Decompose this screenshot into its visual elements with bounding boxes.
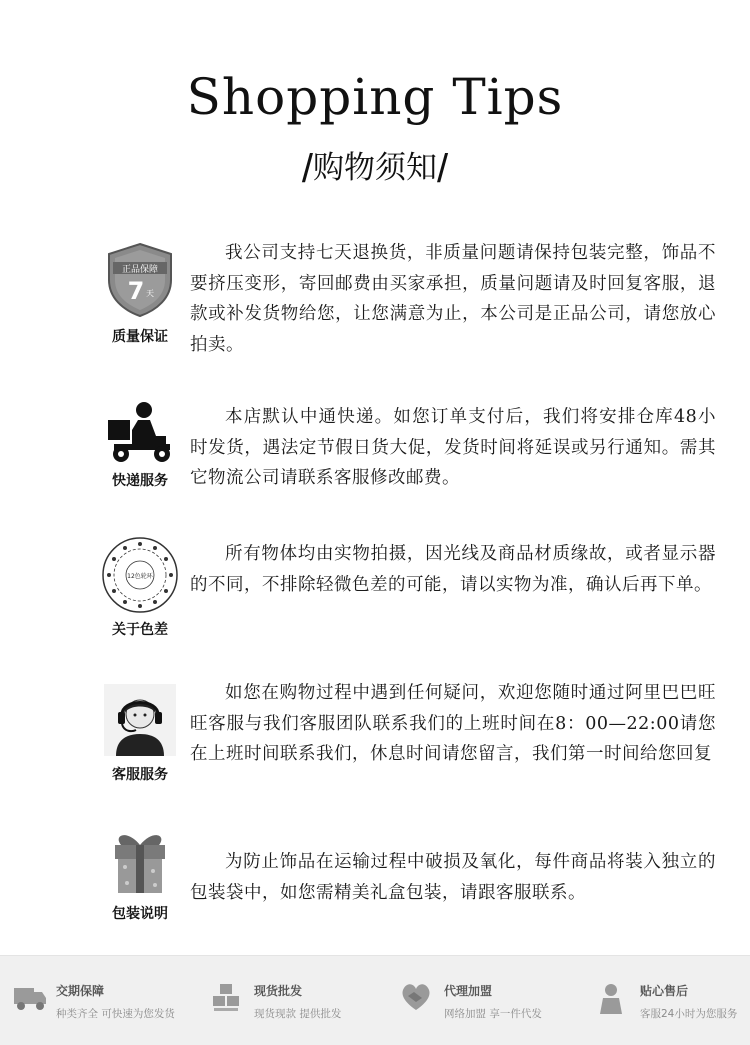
footer-bar [0, 955, 750, 1045]
section-text: 如您在购物过程中遇到任何疑问，欢迎您随时通过阿里巴巴旺旺客服与我们客服团队联系我们的上班时间在8：00—22:00请您在上班时间联系我们，休息时间请您留言，我们第一时间给您回复 [190, 683, 716, 764]
section-label: 关于色差 [112, 622, 168, 638]
section-label: 客服服务 [112, 767, 168, 783]
footer-title: 代理加盟 [444, 984, 493, 998]
page-subtitle [0, 142, 750, 192]
delivery-scooter-icon [100, 400, 180, 466]
gift-box-icon [100, 825, 180, 897]
section-text: 我公司支持七天退换货，非质量问题请保持包装完整，饰品不要挤压变形，寄回邮费由买家承担，质量问题请及时回复客服，退款或补发货物给您，让您满意为止，本公司是正品公司，请您放心拍卖。 [190, 243, 716, 355]
section-label: 包装说明 [112, 906, 168, 922]
shield-7day-icon [100, 242, 180, 318]
color-wheel-icon [100, 535, 180, 615]
person-icon [596, 982, 626, 1016]
handshake-icon [400, 982, 432, 1012]
page-title: Shopping Tips [186, 68, 564, 126]
subtitle-slash-right: / [437, 147, 449, 191]
svg-text:天: 天 [146, 289, 154, 298]
section-delivery [0, 400, 750, 490]
truck-icon [12, 982, 48, 1012]
footer-title: 交期保障 [56, 984, 105, 998]
section-label: 质量保证 [112, 329, 168, 345]
footer-subtitle: 现货现款 提供批发 [254, 1008, 342, 1020]
section-customer-service [0, 680, 750, 790]
subtitle-slash-left: / [301, 147, 313, 191]
footer-subtitle: 客服24小时为您服务 [640, 1008, 738, 1020]
section-text: 为防止饰品在运输过程中破损及氧化，每件商品将装入独立的包装袋中，如您需精美礼盒包装，请跟客服联系。 [190, 852, 716, 903]
section-color-difference [0, 535, 750, 640]
footer-title: 现货批发 [254, 984, 303, 998]
boxes-icon [210, 982, 242, 1014]
customer-service-headset-icon [100, 684, 180, 756]
svg-text:12色轮环: 12色轮环 [127, 573, 153, 580]
footer-subtitle: 种类齐全 可快速为您发货 [56, 1008, 175, 1020]
section-text: 本店默认中通快递。如您订单支付后，我们将安排仓库48小时发货，遇法定节假日货大促，发货时间将延误或另行通知。需其它物流公司请联系客服修改邮费。 [190, 407, 716, 488]
footer-subtitle: 网络加盟 享一件代发 [444, 1008, 542, 1020]
svg-text:正品保障: 正品保障 [121, 265, 159, 275]
section-label: 快递服务 [112, 473, 168, 489]
section-quality [0, 238, 750, 358]
footer-title: 贴心售后 [640, 984, 689, 998]
subtitle-text: 购物须知 [313, 150, 437, 186]
svg-text:7: 7 [127, 277, 145, 305]
section-packaging [0, 825, 750, 925]
section-text: 所有物体均由实物拍摄，因光线及商品材质缘故，或者显示器的不同，不排除轻微色差的可能，请以实物为准，确认后再下单。 [190, 544, 716, 595]
